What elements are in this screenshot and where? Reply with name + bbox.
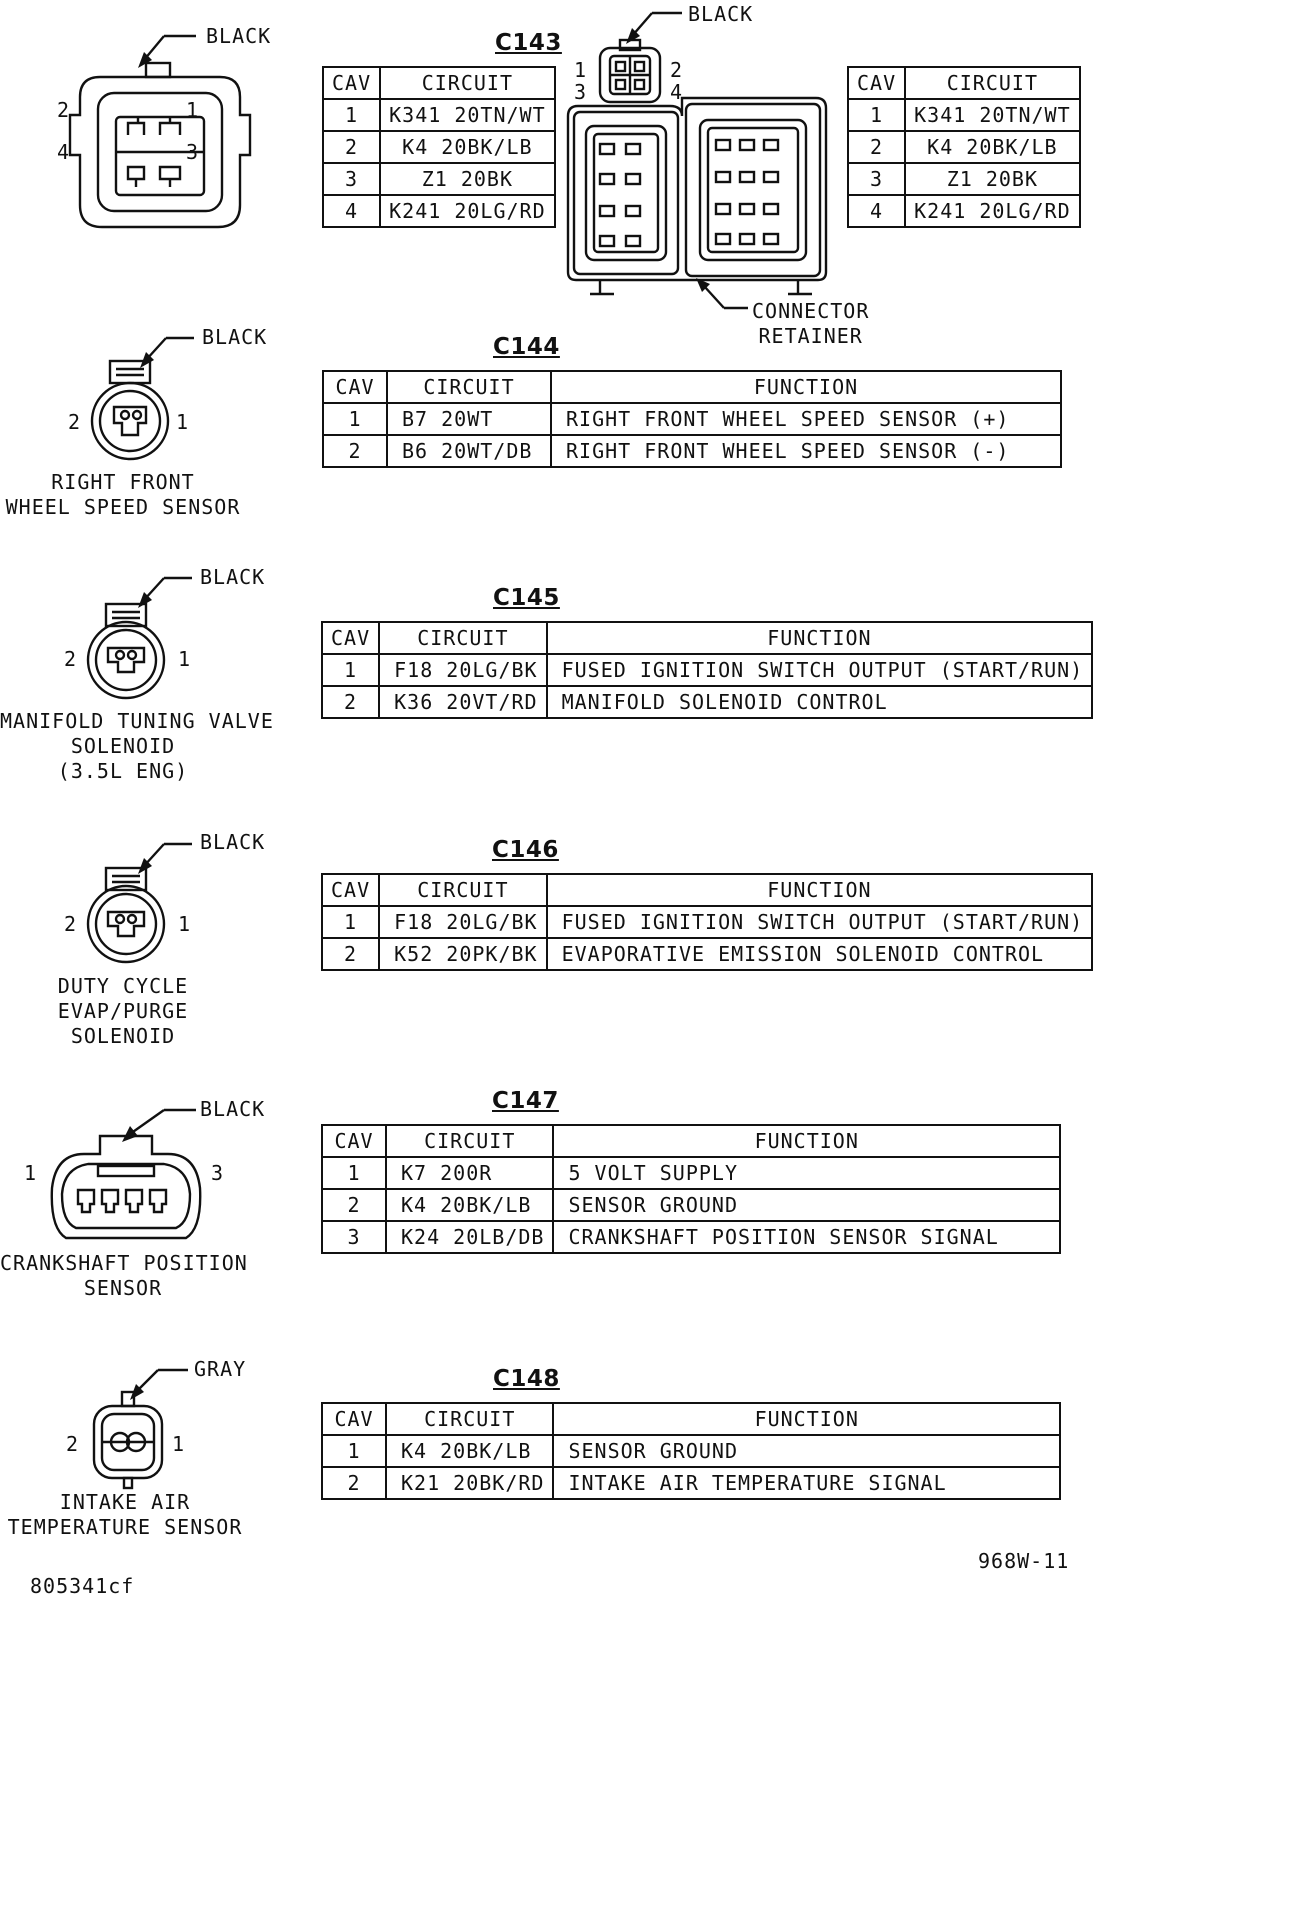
cav-cell: 3: [848, 163, 905, 195]
c143-center-pointer: [622, 8, 692, 48]
c143-left-connector-drawing: [60, 55, 260, 245]
c143-small-pin-4: 4: [670, 80, 684, 104]
cav-header: CAV: [322, 1125, 386, 1157]
function-cell: RIGHT FRONT WHEEL SPEED SENSOR (+): [551, 403, 1061, 435]
cav-cell: 2: [323, 131, 380, 163]
c146-pin-1: 1: [178, 912, 192, 936]
function-cell: RIGHT FRONT WHEEL SPEED SENSOR (-): [551, 435, 1061, 467]
table-header-row: [848, 67, 1080, 99]
c145-component-line3: (3.5L ENG): [57, 759, 189, 783]
table-row: [848, 163, 1080, 195]
c147-component-name: [0, 1251, 246, 1301]
table-row: [848, 99, 1080, 131]
circuit-cell: B7 20WT: [387, 403, 551, 435]
c145-color-label: BLACK: [200, 565, 266, 589]
table-header-row: [323, 67, 555, 99]
cav-cell: 2: [323, 435, 387, 467]
circuit-cell: K7 200R: [386, 1157, 553, 1189]
table-row: [323, 131, 555, 163]
c145-pin-1: 1: [178, 647, 192, 671]
function-cell: 5 VOLT SUPPLY: [553, 1157, 1060, 1189]
cav-cell: 2: [322, 686, 379, 718]
c146-pin-2: 2: [64, 912, 78, 936]
c148-color-label: GRAY: [194, 1357, 247, 1381]
circuit-header: CIRCUIT: [380, 67, 555, 99]
retainer-label-line1: CONNECTOR: [752, 299, 870, 323]
table-header-row: [322, 874, 1092, 906]
c144-component-line2: WHEEL SPEED SENSOR: [5, 495, 241, 519]
circuit-header: CIRCUIT: [386, 1403, 553, 1435]
cav-header: CAV: [322, 622, 379, 654]
c143-small-pin-1: 1: [574, 58, 588, 82]
circuit-header: CIRCUIT: [387, 371, 551, 403]
circuit-cell: K52 20PK/BK: [379, 938, 546, 970]
circuit-cell: F18 20LG/BK: [379, 654, 546, 686]
cav-cell: 2: [322, 1189, 386, 1221]
c143-left-pin-3: 3: [186, 140, 200, 164]
c145-component-line1: MANIFOLD TUNING VALVE: [0, 709, 274, 733]
c143-left-pin-4: 4: [57, 140, 71, 164]
function-cell: INTAKE AIR TEMPERATURE SIGNAL: [553, 1467, 1060, 1499]
cav-cell: 1: [322, 906, 379, 938]
cav-header: CAV: [322, 874, 379, 906]
circuit-cell: K4 20BK/LB: [380, 131, 555, 163]
c145-component-line2: SOLENOID: [70, 734, 176, 758]
c143-small-pin-2: 2: [670, 58, 684, 82]
table-row: [323, 99, 555, 131]
c146-table: [321, 873, 1093, 971]
cav-cell: 4: [848, 195, 905, 227]
c147-component-line2: SENSOR: [83, 1276, 163, 1300]
function-cell: FUSED IGNITION SWITCH OUTPUT (START/RUN): [547, 654, 1093, 686]
table-row: [323, 195, 555, 227]
c144-connector-drawing: [90, 355, 170, 475]
circuit-cell: K24 20LB/DB: [386, 1221, 553, 1253]
c143-center-connector-drawing: [560, 36, 840, 316]
cav-cell: 1: [322, 1157, 386, 1189]
circuit-cell: K4 20BK/LB: [386, 1189, 553, 1221]
table-row: [322, 1221, 1060, 1253]
c148-title: C148: [493, 1366, 560, 1392]
table-row: [323, 403, 1061, 435]
circuit-header: CIRCUIT: [379, 874, 546, 906]
c148-component-name: [0, 1490, 250, 1540]
c144-table: [322, 370, 1062, 468]
retainer-pointer: [690, 278, 760, 318]
retainer-label-line2: RETAINER: [758, 324, 863, 348]
diagram-id: 805341cf: [30, 1574, 135, 1598]
table-header-row: [322, 1403, 1060, 1435]
function-cell: SENSOR GROUND: [553, 1435, 1060, 1467]
c143-left-pin-2: 2: [57, 98, 71, 122]
c147-table: [321, 1124, 1061, 1254]
function-header: FUNCTION: [553, 1125, 1060, 1157]
cav-cell: 1: [323, 99, 380, 131]
table-row: [322, 938, 1092, 970]
c143-small-pin-3: 3: [574, 80, 588, 104]
c146-component-name: [0, 974, 246, 1049]
figure-number: 968W-11: [978, 1549, 1070, 1573]
function-header: FUNCTION: [547, 622, 1093, 654]
circuit-cell: K4 20BK/LB: [386, 1435, 553, 1467]
circuit-cell: Z1 20BK: [905, 163, 1080, 195]
function-cell: FUSED IGNITION SWITCH OUTPUT (START/RUN): [547, 906, 1093, 938]
table-row: [322, 686, 1092, 718]
function-cell: SENSOR GROUND: [553, 1189, 1060, 1221]
c148-component-line2: TEMPERATURE SENSOR: [7, 1515, 243, 1539]
table-header-row: [322, 1125, 1060, 1157]
c144-component-line1: RIGHT FRONT: [51, 470, 195, 494]
circuit-header: CIRCUIT: [379, 622, 546, 654]
table-row: [323, 163, 555, 195]
c148-table: [321, 1402, 1061, 1500]
c147-component-line1: CRANKSHAFT POSITION: [0, 1251, 248, 1275]
function-header: FUNCTION: [547, 874, 1093, 906]
c148-pin-2: 2: [66, 1432, 80, 1456]
cav-cell: 1: [323, 403, 387, 435]
cav-cell: 2: [322, 1467, 386, 1499]
c143-title: C143: [495, 30, 562, 56]
c146-component-line2: EVAP/PURGE: [57, 999, 189, 1023]
table-row: [322, 1435, 1060, 1467]
table-row: [322, 1157, 1060, 1189]
c144-pin-2: 2: [68, 410, 82, 434]
c143-left-pin-1: 1: [186, 98, 200, 122]
c146-component-line1: DUTY CYCLE: [57, 974, 189, 998]
table-header-row: [323, 371, 1061, 403]
c147-color-label: BLACK: [200, 1097, 266, 1121]
c147-pin-1: 1: [24, 1161, 38, 1185]
c144-color-label: BLACK: [202, 325, 268, 349]
circuit-cell: K341 20TN/WT: [905, 99, 1080, 131]
cav-cell: 2: [848, 131, 905, 163]
circuit-cell: K241 20LG/RD: [380, 195, 555, 227]
function-cell: EVAPORATIVE EMISSION SOLENOID CONTROL: [547, 938, 1093, 970]
c148-connector-drawing: [88, 1390, 168, 1500]
circuit-header: CIRCUIT: [905, 67, 1080, 99]
cav-cell: 3: [322, 1221, 386, 1253]
circuit-cell: K36 20VT/RD: [379, 686, 546, 718]
c143-table-right: [847, 66, 1081, 228]
table-row: [323, 435, 1061, 467]
function-cell: CRANKSHAFT POSITION SENSOR SIGNAL: [553, 1221, 1060, 1253]
c145-title: C145: [493, 585, 560, 611]
c146-component-line3: SOLENOID: [70, 1024, 176, 1048]
circuit-cell: K241 20LG/RD: [905, 195, 1080, 227]
cav-header: CAV: [322, 1403, 386, 1435]
function-header: FUNCTION: [551, 371, 1061, 403]
cav-header: CAV: [848, 67, 905, 99]
c144-pin-1: 1: [176, 410, 190, 434]
c148-component-line1: INTAKE AIR: [59, 1490, 191, 1514]
c147-pin-3: 3: [211, 1161, 225, 1185]
table-header-row: [322, 622, 1092, 654]
function-header: FUNCTION: [553, 1403, 1060, 1435]
c148-pin-1: 1: [172, 1432, 186, 1456]
cav-cell: 1: [848, 99, 905, 131]
cav-cell: 1: [322, 1435, 386, 1467]
retainer-label: [752, 299, 869, 349]
circuit-header: CIRCUIT: [386, 1125, 553, 1157]
c147-title: C147: [492, 1088, 559, 1114]
circuit-cell: K4 20BK/LB: [905, 131, 1080, 163]
c145-pin-2: 2: [64, 647, 78, 671]
circuit-cell: K21 20BK/RD: [386, 1467, 553, 1499]
cav-header: CAV: [323, 371, 387, 403]
circuit-cell: Z1 20BK: [380, 163, 555, 195]
table-row: [848, 195, 1080, 227]
circuit-cell: B6 20WT/DB: [387, 435, 551, 467]
circuit-cell: K341 20TN/WT: [380, 99, 555, 131]
cav-cell: 4: [323, 195, 380, 227]
cav-header: CAV: [323, 67, 380, 99]
cav-cell: 1: [322, 654, 379, 686]
c144-component-name: [0, 470, 246, 520]
c143-table-left: [322, 66, 556, 228]
table-row: [322, 906, 1092, 938]
c145-connector-drawing: [86, 598, 166, 708]
c146-title: C146: [492, 837, 559, 863]
circuit-cell: F18 20LG/BK: [379, 906, 546, 938]
c145-table: [321, 621, 1093, 719]
table-row: [322, 1467, 1060, 1499]
table-row: [322, 654, 1092, 686]
c147-pointer: [120, 1104, 210, 1144]
c145-component-name: [0, 709, 274, 784]
table-row: [848, 131, 1080, 163]
c143-left-color-label: BLACK: [206, 24, 272, 48]
c147-connector-drawing: [46, 1128, 206, 1248]
c146-color-label: BLACK: [200, 830, 266, 854]
c144-title: C144: [493, 334, 560, 360]
cav-cell: 2: [322, 938, 379, 970]
function-cell: MANIFOLD SOLENOID CONTROL: [547, 686, 1093, 718]
c143-center-color-label: BLACK: [688, 2, 754, 26]
cav-cell: 3: [323, 163, 380, 195]
table-row: [322, 1189, 1060, 1221]
c146-connector-drawing: [86, 862, 166, 972]
